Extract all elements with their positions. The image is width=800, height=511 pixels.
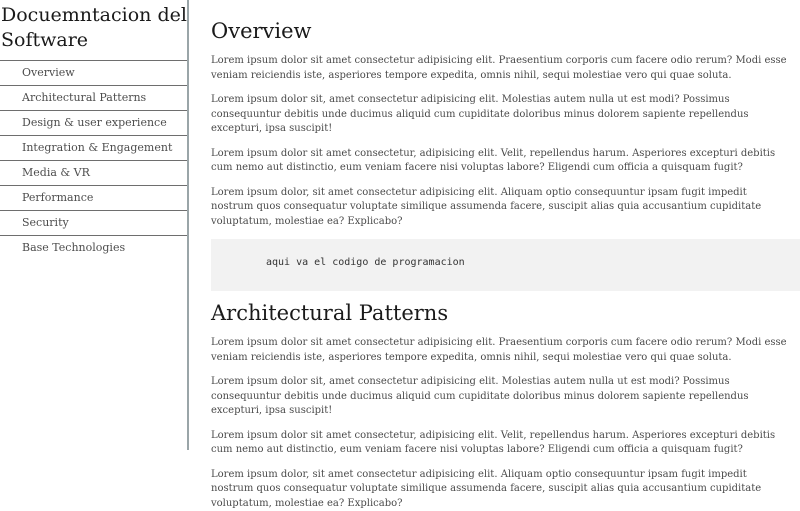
- nav-link-base-technologies[interactable]: Base Technologies: [0, 236, 187, 261]
- section-paragraph: Lorem ipsum dolor sit amet consectetur adipisicing elit. Praesentium corporis cum facere odio rerum? Modi esse veniam reiciendis iste, asperiores tempore expedita, omnis nihil, sequi molestiae vero qui quae soluta.: [211, 336, 800, 365]
- main-content: [189, 0, 800, 450]
- sidebar-nav: [0, 0, 189, 450]
- section-title: Overview: [211, 0, 800, 54]
- section-paragraph: Lorem ipsum dolor sit amet consectetur, adipisicing elit. Velit, repellendus harum. Asperiores excepturi debitis cum nemo aut distinctio, eum veniam facere nisi voluptas labore? Eligendi cum officia a quisquam fugit?: [211, 147, 800, 176]
- section-paragraph: Lorem ipsum dolor, sit amet consectetur adipisicing elit. Aliquam optio consequuntur ipsam fugit impedit nostrum quos consequatur voluptate similique assumenda facere, suscipit alias quia accusantium cupiditate voluptatum, molestiae ea? Explicabo?: [211, 186, 800, 230]
- nav-link-media-vr[interactable]: Media & VR: [0, 161, 187, 186]
- section-title: Architectural Patterns: [211, 297, 800, 336]
- nav-link-integration-engagement[interactable]: Integration & Engagement: [0, 136, 187, 161]
- nav-link-performance[interactable]: Performance: [0, 186, 187, 211]
- section-architectural-patterns: [189, 297, 800, 511]
- sidebar-title: Docuemntacion del Software: [0, 0, 187, 61]
- section-paragraph: Lorem ipsum dolor, sit amet consectetur adipisicing elit. Aliquam optio consequuntur ipsam fugit impedit nostrum quos consequatur voluptate similique assumenda facere, suscipit alias quia accusantium cupiditate voluptatum, molestiae ea? Explicabo?: [211, 468, 800, 511]
- section-paragraph: Lorem ipsum dolor sit amet consectetur adipisicing elit. Praesentium corporis cum facere odio rerum? Modi esse veniam reiciendis iste, asperiores tempore expedita, omnis nihil, sequi molestiae vero qui quae soluta.: [211, 54, 800, 83]
- section-paragraph: Lorem ipsum dolor sit, amet consectetur adipisicing elit. Molestias autem nulla ut est modi? Possimus consequuntur debitis unde ducimus aliquid cum cupiditate doloribus minus dolorem sapiente repellendus excepturi, ipsa suscipit!: [211, 375, 800, 419]
- nav-link-overview[interactable]: Overview: [0, 61, 187, 86]
- nav-link-architectural-patterns[interactable]: Architectural Patterns: [0, 86, 187, 111]
- nav-list: [0, 61, 187, 261]
- code-block: [211, 239, 800, 291]
- section-overview: [189, 0, 800, 291]
- code-text: aqui va el codigo de programacion: [266, 257, 465, 268]
- section-paragraph: Lorem ipsum dolor sit, amet consectetur adipisicing elit. Molestias autem nulla ut est modi? Possimus consequuntur debitis unde ducimus aliquid cum cupiditate doloribus minus dolorem sapiente repellendus excepturi, ipsa suscipit!: [211, 93, 800, 137]
- nav-link-security[interactable]: Security: [0, 211, 187, 236]
- nav-link-design-user-experience[interactable]: Design & user experience: [0, 111, 187, 136]
- section-paragraph: Lorem ipsum dolor sit amet consectetur, adipisicing elit. Velit, repellendus harum. Asperiores excepturi debitis cum nemo aut distinctio, eum veniam facere nisi voluptas labore? Eligendi cum officia a quisquam fugit?: [211, 429, 800, 458]
